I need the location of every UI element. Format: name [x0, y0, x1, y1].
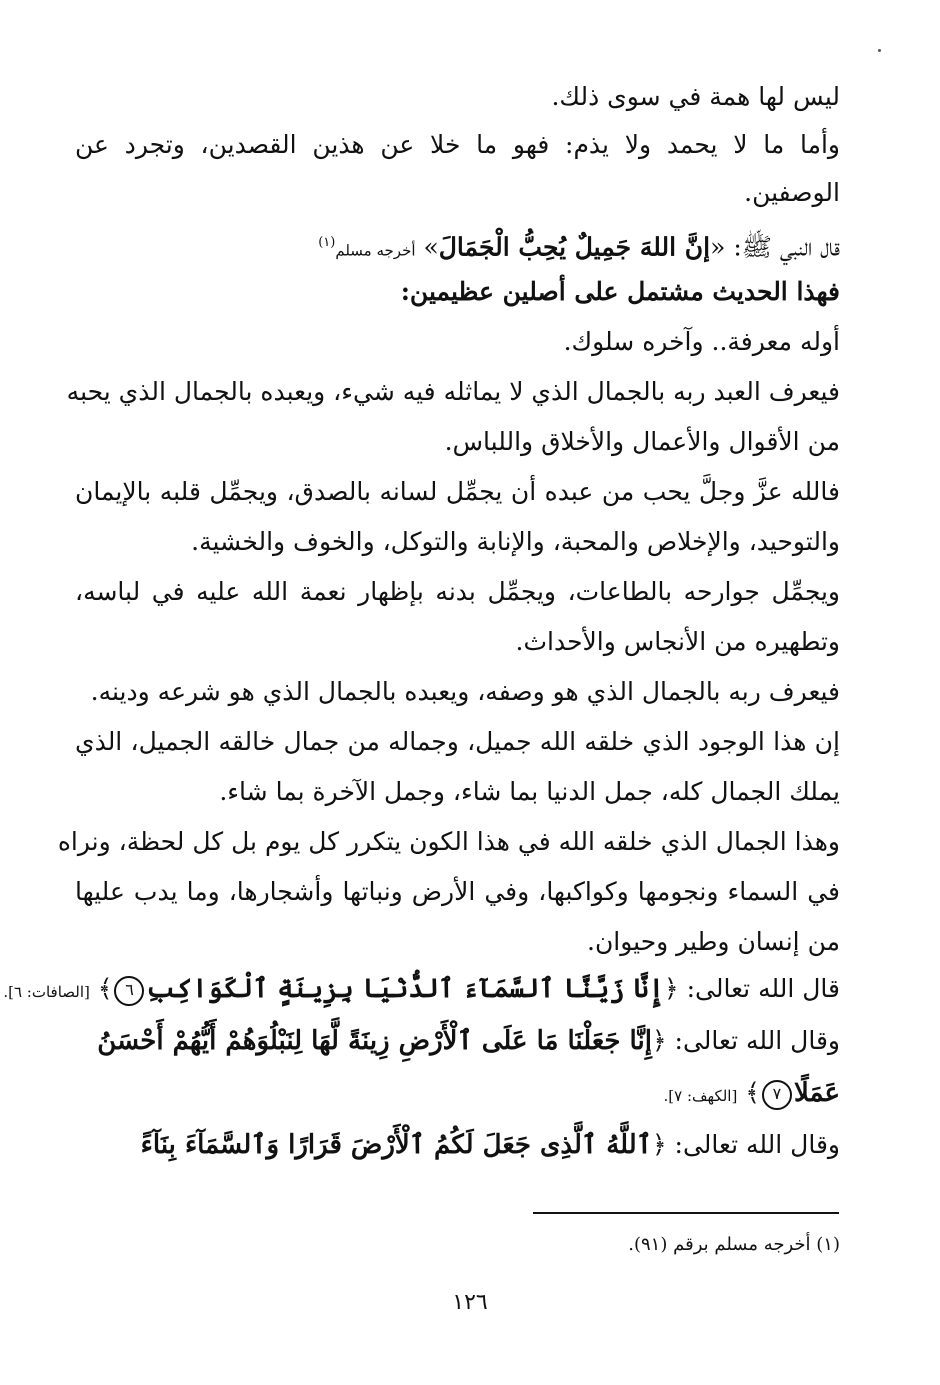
verse-text: إِنَّا جَعَلْنَا مَا عَلَى ٱلْأَرْضِ زِينَةً لَّهَا لِنَبْلُوَهُمْ أَيُّهُمْ أَحْسَنُ — [97, 1026, 652, 1056]
text-line: فيعرف العبد ربه بالجمال الذي لا يماثله فيه شيء، ويعبده بالجمال الذي يحبه — [66, 377, 840, 406]
verse-intro: وقال الله تعالى: ﴿ — [651, 1026, 840, 1055]
page-number: ١٢٦ — [452, 1290, 488, 1315]
text-line: فيعرف ربه بالجمال الذي هو وصفه، ويعبده بالجمال الذي هو شرعه ودينه. — [90, 677, 840, 706]
verse-line — [3, 965, 840, 1016]
hadith-close: » — [415, 232, 439, 262]
verse-line — [75, 1069, 840, 1120]
text-line: من الأقوال والأعمال والأخلاق واللباس. — [444, 427, 840, 456]
verse-line — [75, 1121, 840, 1169]
verse-reference: [الصافات: ٦]. — [3, 983, 90, 1001]
text-line: الوصفين. — [744, 178, 840, 207]
verse-intro: وقال الله تعالى: ﴿ — [651, 1130, 840, 1159]
text-line: ويجمِّل جوارحه بالطاعات، ويجمِّل بدنه بإظهار نعمة الله عليه في لباسه، — [75, 577, 840, 606]
verse-text: ٱللَّهُ ٱلَّذِى جَعَلَ لَكُمُ ٱلْأَرْضَ قَرَارًا وَٱلسَّمَآءَ بِنَآءً — [140, 1130, 652, 1160]
text-line: فالله عزَّ وجلَّ يحب من عبده أن يجمِّل لسانه بالصدق، ويجمِّل قلبه بالإيمان — [75, 477, 840, 506]
footnote-marker: (١) — [318, 235, 336, 250]
verse-text: عَمَلًا — [793, 1078, 840, 1108]
text-line: وهذا الجمال الذي خلقه الله في هذا الكون يتكرر كل يوم بل كل لحظة، ونراه — [57, 827, 840, 856]
verse-text: إِنَّا زَيَّنَّا ٱلسَّمَآءَ ٱلدُّنْيَا بِزِينَةٍ ٱلْكَوَاكِبِ — [146, 974, 665, 1004]
verse-line — [75, 1017, 840, 1065]
verse-close: ﴾ — [89, 974, 113, 1003]
text-line: وتطهيره من الأنجاس والأحداث. — [515, 627, 840, 656]
hadith-intro: قال النبي ﷺ: « — [710, 232, 840, 262]
text-line: والتوحيد، والإخلاص والمحبة، والإنابة والتوكل، والخوف والخشية. — [191, 527, 840, 556]
footnote-rule — [533, 1212, 839, 1214]
verse-number-icon: ٧ — [762, 1080, 792, 1110]
hadith-text: إنَّ اللهَ جَمِيلٌ يُحِبُّ الْجَمَالَ — [438, 232, 711, 262]
hadith-reference: أخرجه مسلم — [335, 241, 416, 260]
verse-reference: [الكهف: ٧]. — [663, 1087, 738, 1105]
verse-number-icon: ٦ — [114, 976, 144, 1006]
scan-speck — [878, 49, 881, 52]
text-line: في السماء ونجومها وكواكبها، وفي الأرض ونباتها وأشجارها، وما يدب عليها — [75, 877, 840, 906]
text-line: أوله معرفة.. وآخره سلوك. — [563, 327, 840, 356]
verse-intro: قال الله تعالى: ﴿ — [664, 974, 840, 1003]
text-line: يملك الجمال كله، جمل الدنيا بما شاء، وجمل الآخرة بما شاء. — [219, 777, 840, 806]
text-line: وأما ما لا يحمد ولا يذم: فهو ما خلا عن هذين القصدين، وتجرد عن — [75, 130, 840, 159]
text-line: ليس لها همة في سوى ذلك. — [551, 82, 840, 111]
text-line: إن هذا الوجود الذي خلقه الله جميل، وجماله من جمال خالقه الجميل، الذي — [75, 727, 840, 756]
hadith-line — [75, 219, 840, 274]
verse-close: ﴾ — [737, 1078, 760, 1107]
text-line: من إنسان وطير وحيوان. — [587, 927, 840, 956]
section-heading: فهذا الحديث مشتمل على أصلين عظيمين: — [400, 277, 840, 306]
footnote: (١) أخرجه مسلم برقم (٩١). — [628, 1234, 840, 1255]
